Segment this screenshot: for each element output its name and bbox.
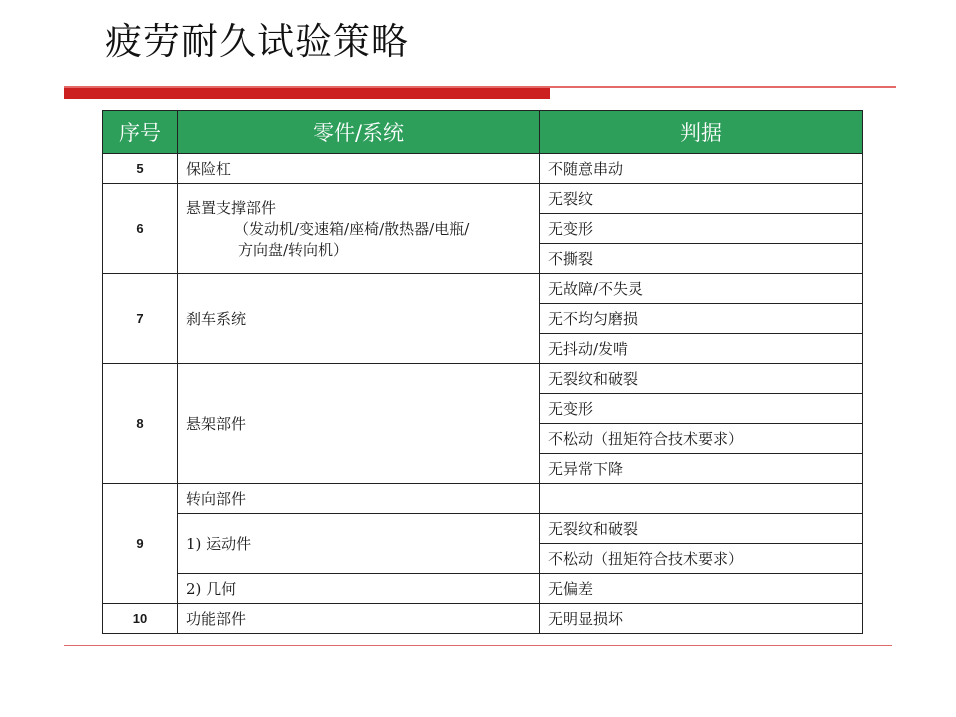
part-detail: 方向盘/转向机）: [238, 240, 349, 259]
part-name: 悬架部件: [178, 364, 540, 484]
criteria-cell: 无偏差: [540, 574, 863, 604]
footer-divider: [64, 645, 892, 646]
part-name: 转向部件: [178, 484, 540, 514]
criteria-cell: 无裂纹和破裂: [540, 514, 863, 544]
strategy-table: [102, 110, 863, 634]
sub-part-name: 1) 运动件: [178, 514, 540, 574]
table-row: [103, 604, 863, 634]
criteria-cell: 无裂纹: [540, 184, 863, 214]
table-header-row: [103, 111, 863, 154]
header-part: 零件/系统: [178, 111, 540, 154]
criteria-cell: 无变形: [540, 394, 863, 424]
criteria-cell: 无不均匀磨损: [540, 304, 863, 334]
criteria-cell: 无故障/不失灵: [540, 274, 863, 304]
criteria-cell: 不撕裂: [540, 244, 863, 274]
row-number: 10: [103, 604, 178, 634]
criteria-cell-empty: [540, 484, 863, 514]
part-name: 功能部件: [178, 604, 540, 634]
row-number: 9: [103, 484, 178, 604]
table-row: [103, 184, 863, 214]
criteria-cell: 无明显损坏: [540, 604, 863, 634]
part-name: 保险杠: [178, 154, 540, 184]
title-accent-bar: [64, 88, 550, 99]
sub-part-name: 2) 几何: [178, 574, 540, 604]
table-row: [103, 154, 863, 184]
criteria-cell: 无抖动/发啃: [540, 334, 863, 364]
table-row: [103, 484, 863, 514]
criteria-cell: 无裂纹和破裂: [540, 364, 863, 394]
page-title: 疲劳耐久试验策略: [105, 20, 409, 63]
part-cell: [178, 184, 540, 274]
criteria-cell: 不随意串动: [540, 154, 863, 184]
row-number: 8: [103, 364, 178, 484]
criteria-cell: 不松动（扭矩符合技术要求）: [540, 544, 863, 574]
header-index: 序号: [103, 111, 178, 154]
table-row: [103, 274, 863, 304]
table-row: [103, 574, 863, 604]
row-number: 6: [103, 184, 178, 274]
header-criteria: 判据: [540, 111, 863, 154]
row-number: 7: [103, 274, 178, 364]
row-number: 5: [103, 154, 178, 184]
part-detail: （发动机/变速箱/座椅/散热器/电瓶/: [234, 219, 470, 238]
part-name: 悬置支撑部件: [186, 198, 277, 217]
criteria-cell: 不松动（扭矩符合技术要求）: [540, 424, 863, 454]
part-name: 刹车系统: [178, 274, 540, 364]
criteria-cell: 无变形: [540, 214, 863, 244]
table-row: [103, 364, 863, 394]
table-row: [103, 514, 863, 544]
criteria-cell: 无异常下降: [540, 454, 863, 484]
